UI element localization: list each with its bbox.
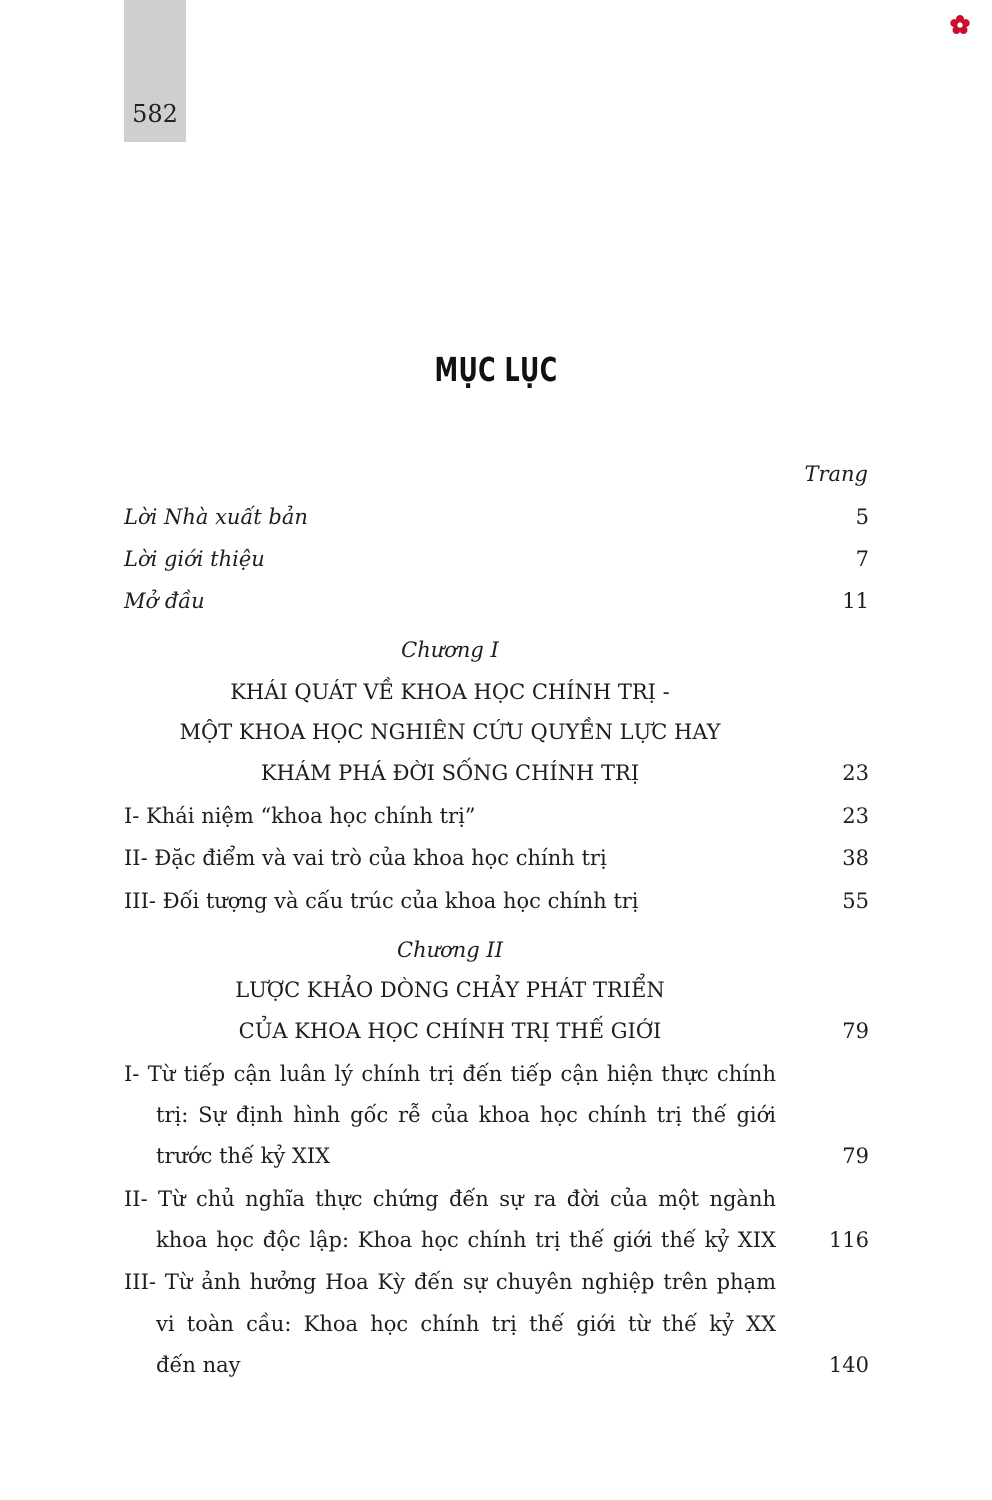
toc-entry-label: trước thế kỷ XIX	[156, 1144, 331, 1168]
toc-entry[interactable]	[124, 1262, 869, 1302]
chapter-number-text: Chương II	[397, 938, 503, 962]
chapter-number	[124, 930, 869, 970]
toc-entry-label: I- Khái niệm “khoa học chính trị”	[124, 804, 476, 828]
chapter-title[interactable]	[124, 1011, 869, 1051]
toc-entry-label: vi toàn cầu: Khoa học chính trị thế giới từ thế kỷ XX	[156, 1312, 776, 1336]
toc-entry-page: 79	[842, 1019, 869, 1043]
toc-entry-label: trị: Sự định hình gốc rễ của khoa học chính trị thế giới	[156, 1103, 776, 1127]
toc-entry[interactable]	[124, 796, 869, 836]
toc-entry[interactable]	[124, 1220, 869, 1260]
toc-entry[interactable]	[124, 881, 869, 921]
toc-entry[interactable]	[124, 1095, 869, 1135]
toc-entry[interactable]	[124, 1054, 869, 1094]
flower-ornament-icon	[949, 14, 971, 36]
toc-entry-page: 140	[828, 1353, 869, 1377]
toc-entry[interactable]	[124, 1304, 869, 1344]
chapter-title-line: KHÁI QUÁT VỀ KHOA HỌC CHÍNH TRỊ -	[230, 680, 670, 704]
toc-entry-page: 55	[842, 889, 869, 913]
toc-entry-label: đến nay	[156, 1353, 241, 1377]
toc-entry-page: 23	[842, 761, 869, 785]
chapter-title-line: CỦA KHOA HỌC CHÍNH TRỊ THẾ GIỚI	[238, 1019, 662, 1043]
toc-entry[interactable]	[124, 838, 869, 878]
toc-entry[interactable]	[124, 581, 869, 621]
toc-entry[interactable]	[124, 497, 869, 537]
chapter-title[interactable]	[124, 712, 869, 752]
toc-entry-page: 79	[842, 1144, 869, 1168]
chapter-title[interactable]	[124, 753, 869, 793]
toc-entry-page: 7	[855, 547, 869, 571]
toc-entry-page: 5	[855, 505, 869, 529]
chapter-title-line: LƯỢC KHẢO DÒNG CHẢY PHÁT TRIỂN	[235, 978, 665, 1002]
page-number-tab	[124, 0, 186, 142]
toc-entry[interactable]	[124, 539, 869, 579]
toc-entry-page: 116	[828, 1228, 869, 1252]
chapter-number-text: Chương I	[401, 638, 499, 662]
toc-entry-label: II- Từ chủ nghĩa thực chứng đến sự ra đời của một ngành	[124, 1187, 776, 1211]
toc-entry-label: III- Đối tượng và cấu trúc của khoa học chính trị	[124, 889, 639, 913]
toc-entry-label: Mở đầu	[124, 589, 205, 613]
chapter-number	[124, 630, 869, 670]
toc-entry-label: III- Từ ảnh hưởng Hoa Kỳ đến sự chuyên nghiệp trên phạm	[124, 1270, 776, 1294]
chapter-title-line: KHÁM PHÁ ĐỜI SỐNG CHÍNH TRỊ	[260, 761, 640, 785]
toc-entry-page: 38	[842, 846, 869, 870]
chapter-title[interactable]	[124, 672, 869, 712]
toc-entry[interactable]	[124, 1179, 869, 1219]
toc-entry[interactable]	[124, 1345, 869, 1385]
chapter-title-line: MỘT KHOA HỌC NGHIÊN CỨU QUYỀN LỰC HAY	[179, 720, 721, 744]
toc-entry-label: Lời giới thiệu	[124, 547, 265, 571]
toc-entry-label: khoa học độc lập: Khoa học chính trị thế giới thế kỷ XIX	[156, 1228, 776, 1252]
toc-entry-page: 11	[842, 589, 869, 613]
page-column-label: Trang	[804, 462, 868, 486]
toc-entry[interactable]	[124, 1136, 869, 1176]
toc-entry-label: Lời Nhà xuất bản	[124, 505, 308, 529]
page-number: 582	[132, 100, 178, 128]
toc-entry-label: I- Từ tiếp cận luân lý chính trị đến tiếp cận hiện thực chính	[124, 1062, 776, 1086]
chapter-title[interactable]	[124, 970, 869, 1010]
toc-entry-page: 23	[842, 804, 869, 828]
page-title: MỤC LỤC	[434, 350, 558, 389]
toc-entry-label: II- Đặc điểm và vai trò của khoa học chính trị	[124, 846, 607, 870]
